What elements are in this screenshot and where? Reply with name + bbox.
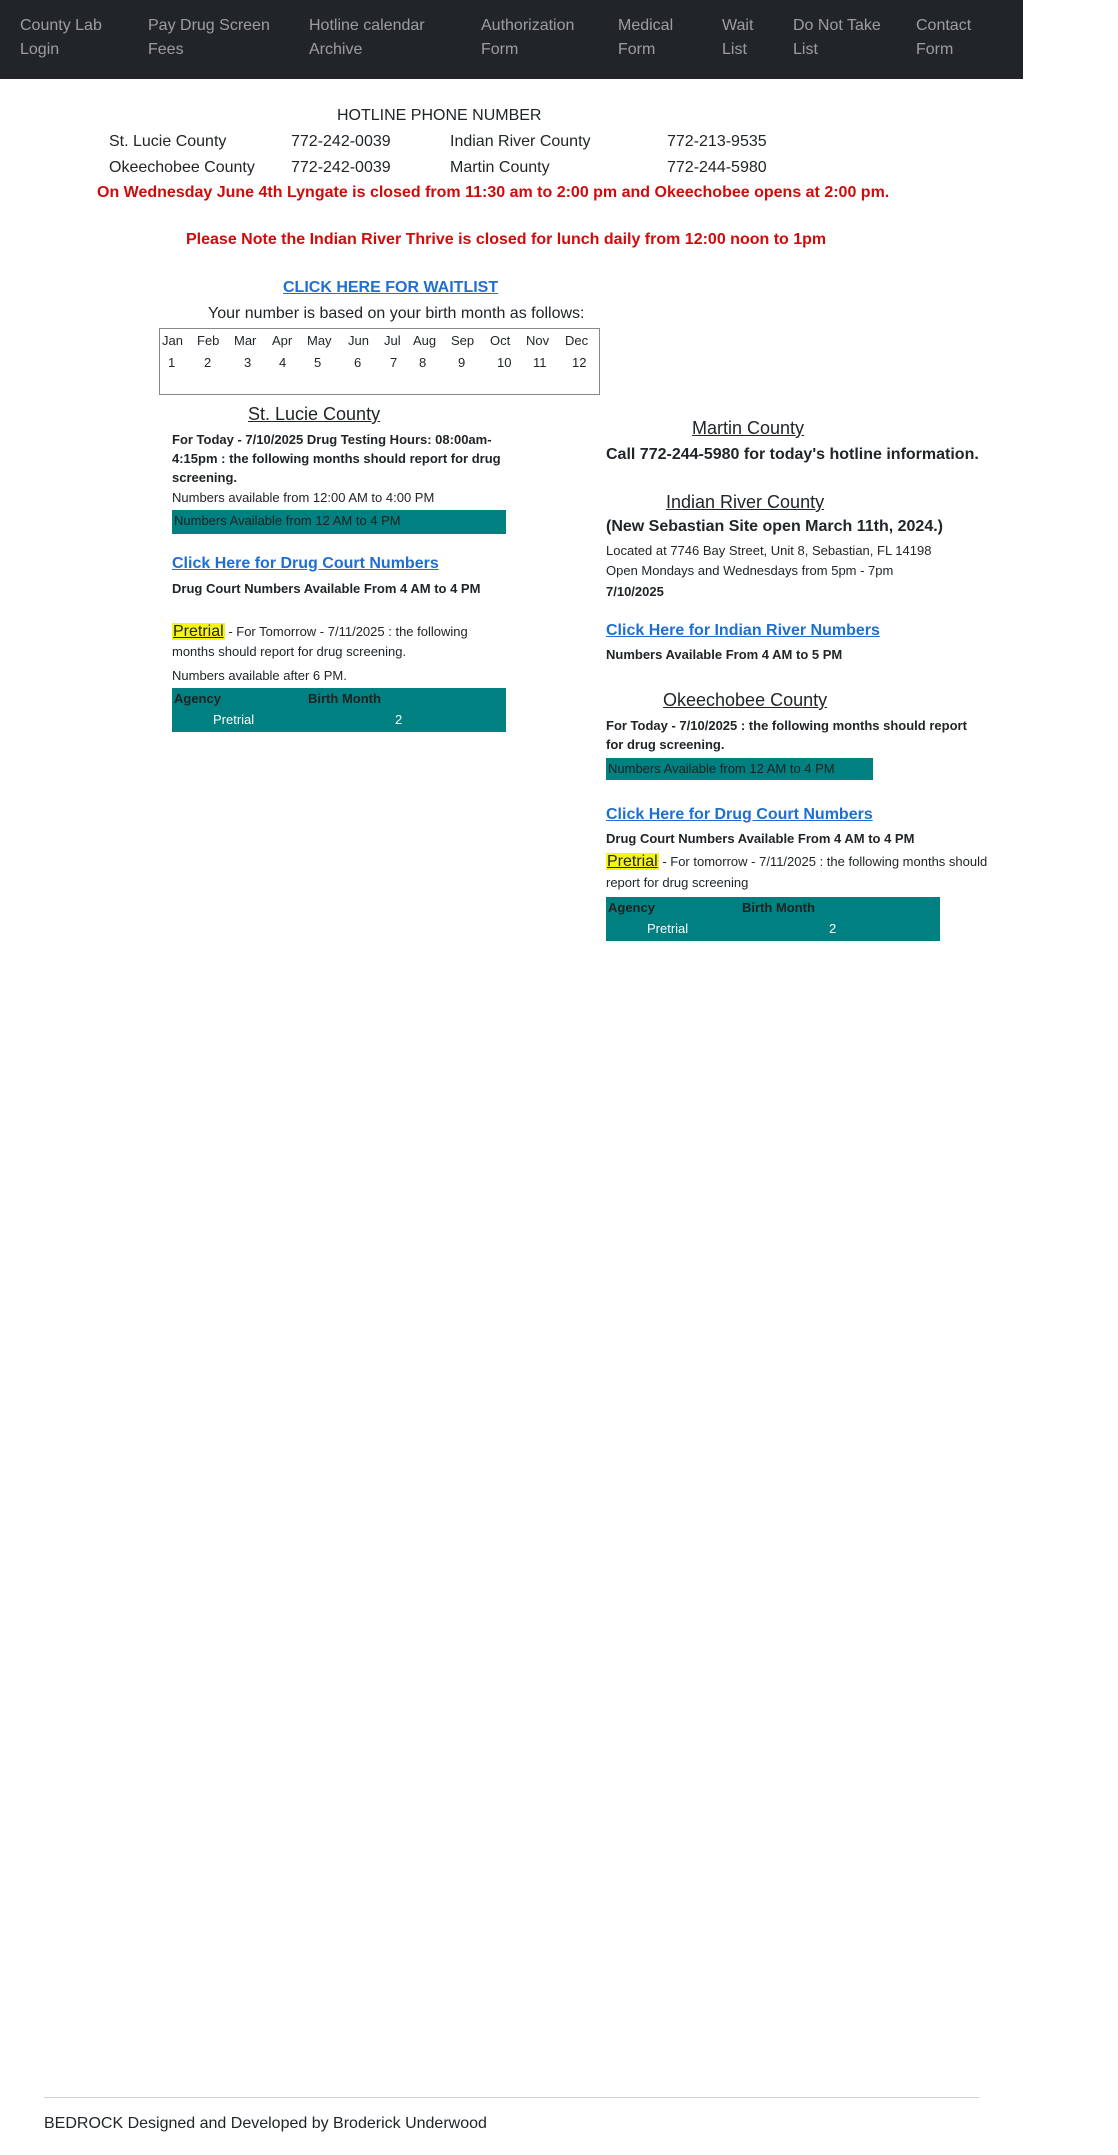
month-name: Feb [197,333,220,348]
month-number: 11 [533,355,547,370]
month-number: 6 [354,355,362,370]
nav-hotline-calendar-archive[interactable]: Hotline calendar Archive [309,17,425,58]
month-name: Nov [526,333,550,348]
month-name: Jun [348,333,369,348]
month-name: Sep [451,333,475,348]
month-name: Dec [565,333,589,348]
okeechobee-pretrial-table [606,897,940,941]
st-lucie-pretrial-notice [172,622,512,662]
st-lucie-after-6pm: Numbers available after 6 PM. [172,668,347,683]
st-lucie-availability-strip: Numbers Available from 12 AM to 4 PM [172,510,506,534]
nav-medical-form[interactable]: Medical Form [618,17,674,58]
pretrial-tag[interactable]: Pretrial [607,853,658,870]
okeechobee-title: Okeechobee County [663,690,828,710]
nav-pay-drug-screen-fees[interactable]: Pay Drug Screen Fees [148,17,270,58]
martin-title: Martin County [692,418,805,438]
table-header-agency: Agency [174,691,221,706]
month-number: 5 [314,355,322,370]
indian-river-numbers-link[interactable]: Click Here for Indian River Numbers [606,622,880,639]
table-header-agency: Agency [608,900,655,915]
hotline-county: St. Lucie County [109,133,227,150]
pretrial-text: - For Tomorrow - 7/11/2025 : the following months should report for drug screening. [172,624,468,659]
martin-hotline-info: Call 772-244-5980 for today's hotline information. [606,446,979,463]
table-cell-birth-month: 2 [829,921,837,936]
hotline-phone: 772-244-5980 [667,159,767,176]
month-name: Oct [490,333,511,348]
month-number: 10 [497,355,512,370]
sebastian-address: Located at 7746 Bay Street, Unit 8, Sebastian, FL 14198 [606,543,932,558]
hotline-phone: 772-213-9535 [667,133,767,150]
month-number: 12 [572,355,587,370]
month-number: 7 [390,355,398,370]
st-lucie-drug-court-link[interactable]: Click Here for Drug Court Numbers [172,555,439,572]
pretrial-text: - For tomorrow - 7/11/2025 : the following months should report for drug screening [606,854,988,890]
indian-river-availability: Numbers Available From 4 AM to 5 PM [606,647,843,662]
birth-month-table [159,328,600,395]
hotline-title: HOTLINE PHONE NUMBER [337,107,542,124]
okeechobee-today-schedule: For Today - 7/10/2025 : the following months should report for drug screening. [606,718,967,752]
month-number: 8 [419,355,427,370]
month-name: Apr [272,333,293,348]
hotline-phone: 772-242-0039 [291,133,391,150]
table-cell-agency: Pretrial [213,712,255,727]
lyngate-closure-notice: On Wednesday June 4th Lyngate is closed from 11:30 am to 2:00 pm and Okeechobee opens at 2:00 pm. [97,184,890,201]
thrive-lunch-notice: Please Note the Indian River Thrive is closed for lunch daily from 12:00 noon to 1pm [186,231,827,248]
okeechobee-drug-court-link[interactable]: Click Here for Drug Court Numbers [606,806,873,823]
st-lucie-title: St. Lucie County [248,404,381,424]
month-name: Mar [234,333,257,348]
table-cell-birth-month: 2 [395,712,403,727]
st-lucie-numbers-available: Numbers available from 12:00 AM to 4:00 PM [172,490,435,505]
nav-county-lab-login[interactable]: County Lab Login [20,17,102,58]
okeechobee-availability-strip: Numbers Available from 12 AM to 4 PM [606,758,873,780]
hotline-county: Martin County [450,159,550,176]
sebastian-hours: Open Mondays and Wednesdays from 5pm - 7pm [606,563,894,578]
st-lucie-today-schedule: For Today - 7/10/2025 Drug Testing Hours: 08:00am-4:15pm : the following months should report for drug screening. [172,432,501,485]
nav-wait-list[interactable]: Wait List [722,17,754,58]
pretrial-tag[interactable]: Pretrial [173,623,224,640]
month-name: May [307,333,332,348]
month-name: Jul [384,333,401,348]
table-header-birth-month: Birth Month [308,691,381,706]
month-number: 1 [168,355,176,370]
footer-credit: BEDROCK Designed and Developed by Broderick Underwood [44,2115,487,2132]
table-header-birth-month: Birth Month [742,900,815,915]
hotline-phone: 772-242-0039 [291,159,391,176]
month-number: 4 [279,355,287,370]
top-navbar [0,0,1023,79]
okeechobee-pretrial-notice [606,851,991,893]
nav-authorization-form[interactable]: Authorization Form [481,17,575,58]
indian-river-date: 7/10/2025 [606,584,664,599]
okeechobee-drug-court-hours: Drug Court Numbers Available From 4 AM to 4 PM [606,831,915,846]
nav-do-not-take-list[interactable]: Do Not Take List [793,17,881,58]
month-number: 3 [244,355,252,370]
month-name: Aug [413,333,437,348]
month-name: Jan [162,333,183,348]
month-number: 2 [204,355,212,370]
hotline-county: Indian River County [450,133,591,150]
nav-contact-form[interactable]: Contact Form [916,17,972,58]
indian-river-title: Indian River County [666,492,825,512]
month-number: 9 [458,355,466,370]
birth-month-instructions: Your number is based on your birth month as follows: [208,305,585,322]
footer-divider [44,2097,979,2098]
hotline-county: Okeechobee County [109,159,255,176]
st-lucie-pretrial-table [172,688,506,732]
table-cell-agency: Pretrial [647,921,689,936]
sebastian-site-notice: (New Sebastian Site open March 11th, 2024.) [606,518,943,535]
waitlist-link[interactable]: CLICK HERE FOR WAITLIST [283,279,499,296]
st-lucie-drug-court-hours: Drug Court Numbers Available From 4 AM to 4 PM [172,581,481,596]
